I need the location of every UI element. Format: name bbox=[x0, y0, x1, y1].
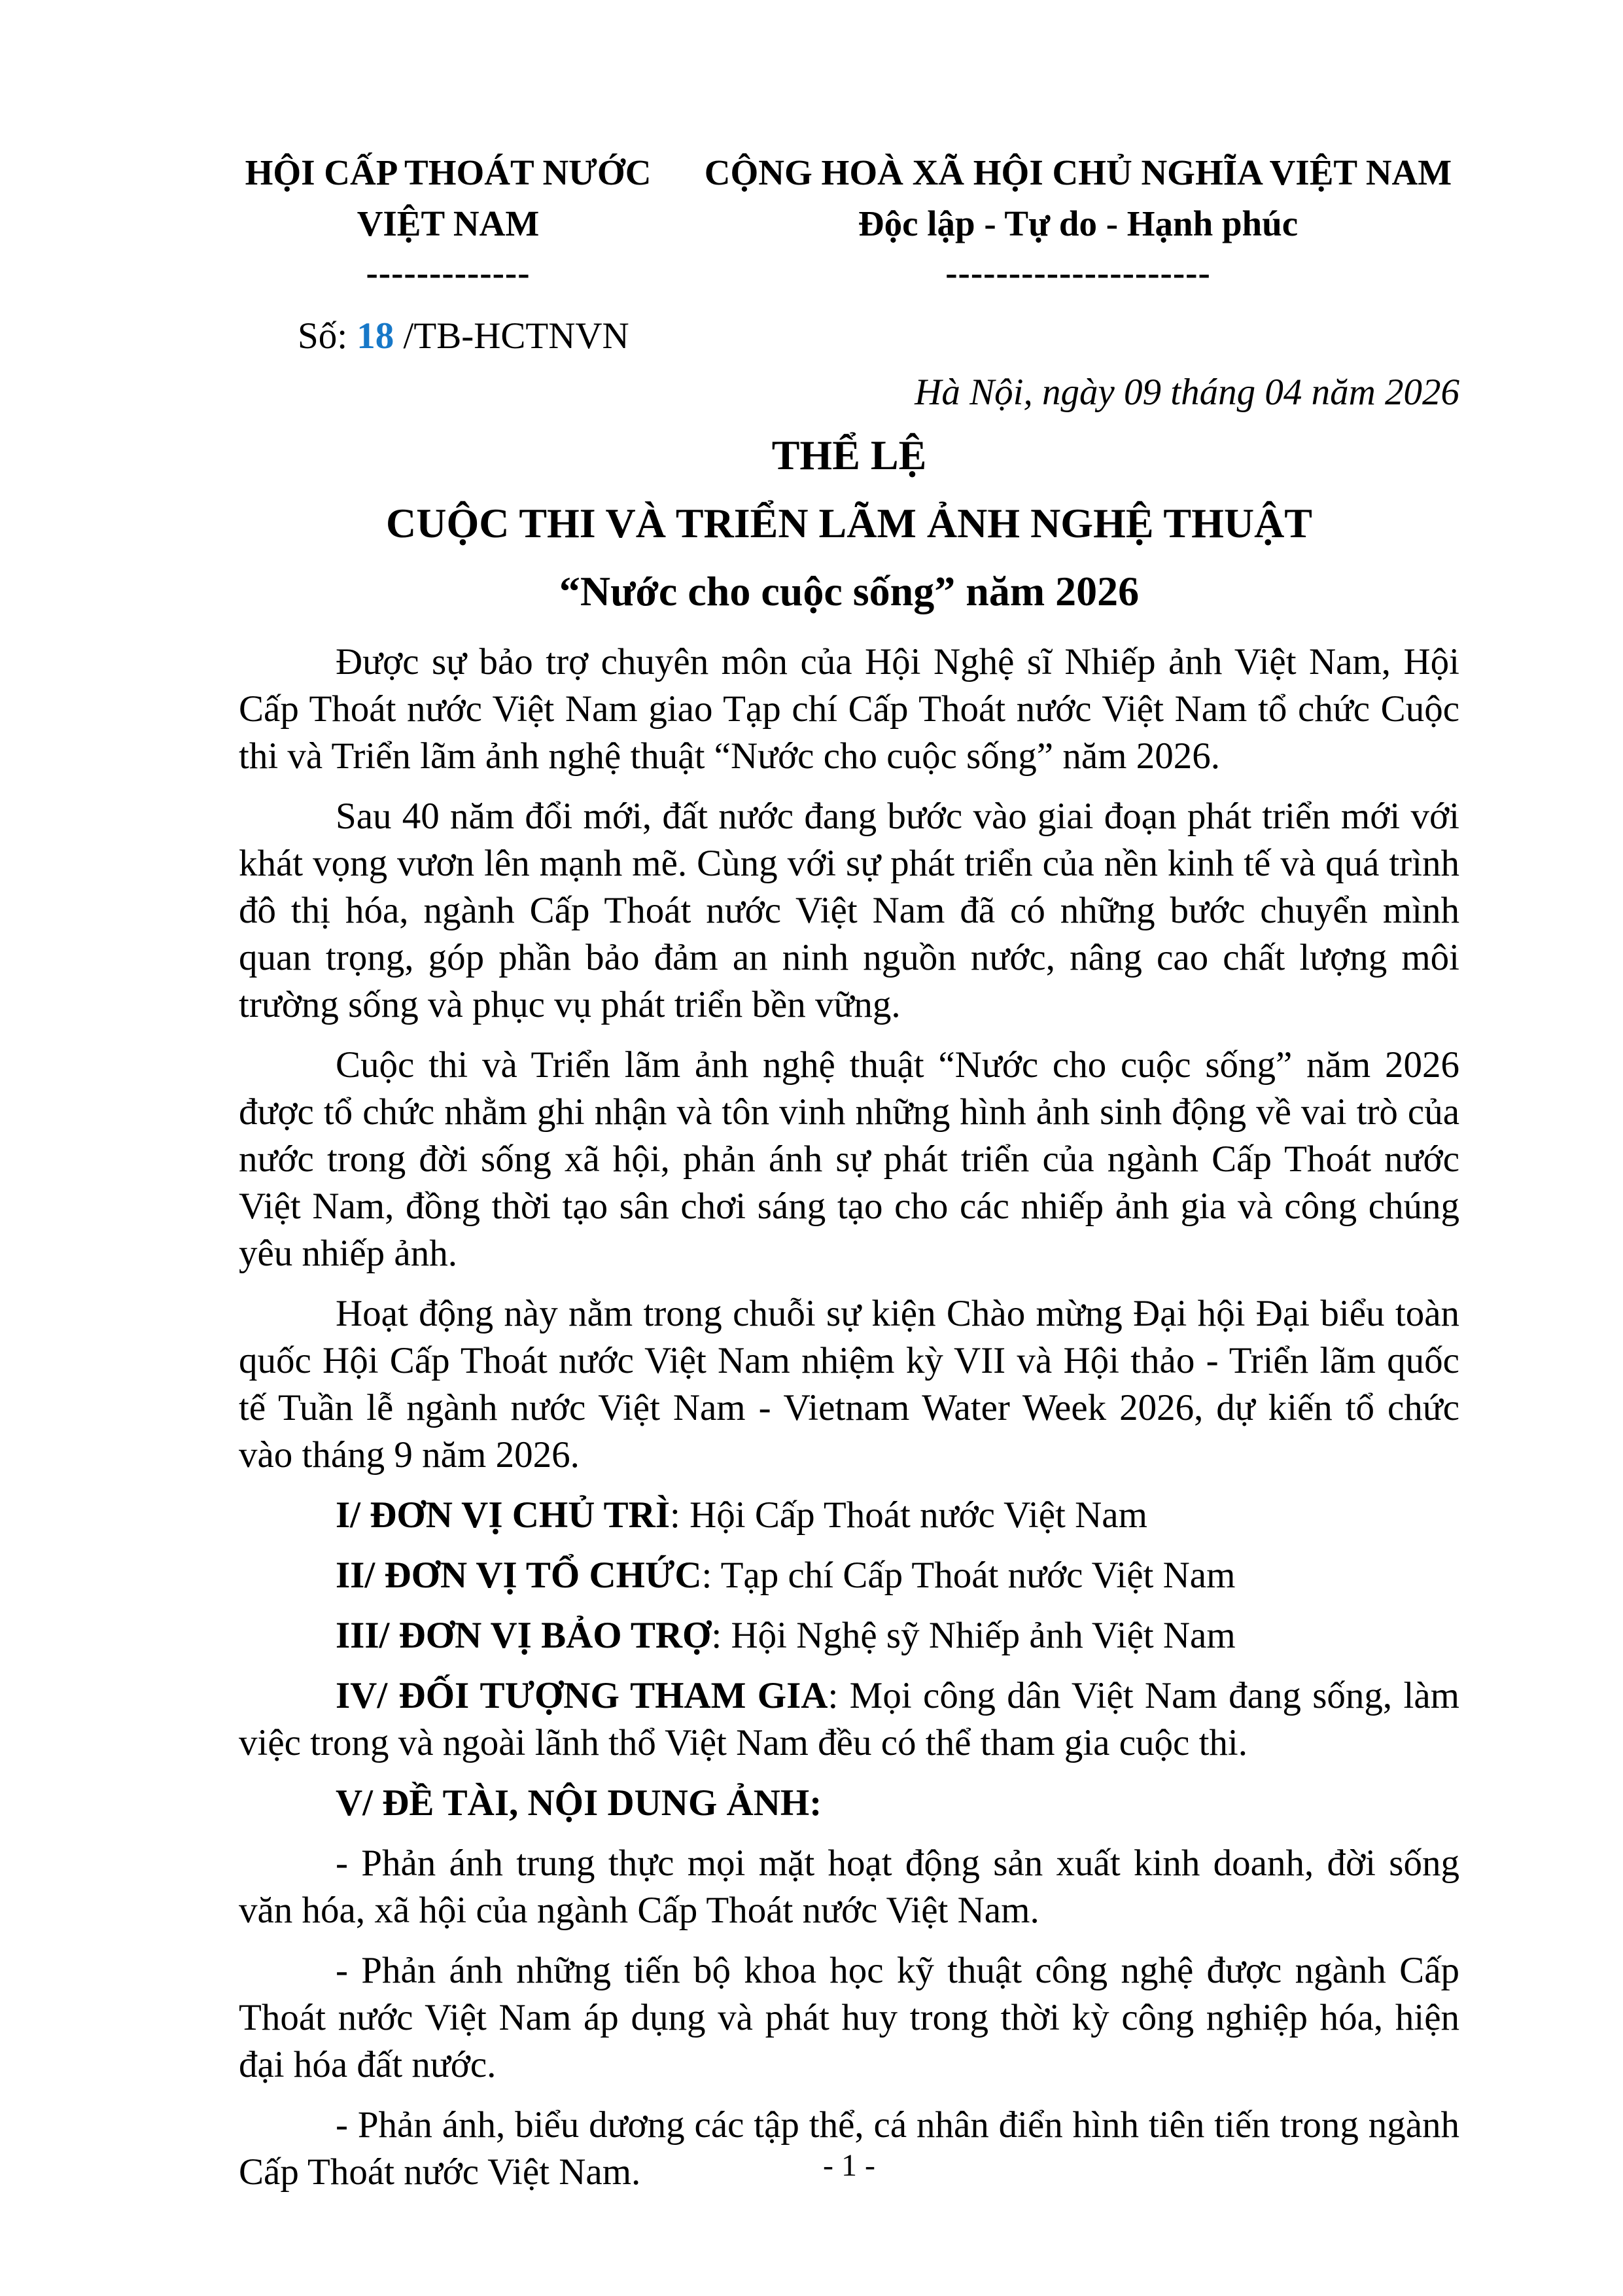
section-participants-sep: : bbox=[828, 1675, 850, 1716]
title-line1: THỂ LỆ bbox=[771, 432, 927, 478]
issuing-org-block bbox=[239, 147, 657, 291]
section-organizer-sep: : bbox=[701, 1555, 721, 1596]
page-number: - 1 - bbox=[823, 2148, 875, 2183]
section-host bbox=[239, 1492, 1459, 1539]
section-sponsor-value: Hội Nghệ sỹ Nhiếp ảnh Việt Nam bbox=[731, 1615, 1236, 1656]
section-sponsor-sep: : bbox=[711, 1615, 731, 1656]
national-header-block bbox=[697, 147, 1459, 291]
place-date-line: Hà Nội, ngày 09 tháng 04 năm 2026 bbox=[915, 372, 1459, 413]
org-name-line2: VIỆT NAM bbox=[357, 203, 540, 243]
doc-number-suffix: /TB-HCTNVN bbox=[394, 315, 629, 357]
doc-number-line bbox=[298, 313, 1459, 360]
national-title: CỘNG HOÀ XÃ HỘI CHỦ NGHĨA VIỆT NAM bbox=[704, 152, 1452, 192]
bullet-item-1: - Phản ánh trung thực mọi mặt hoạt động sản xuất kinh doanh, đời sống văn hóa, xã hội của ngành Cấp Thoát nước Việt Nam. bbox=[239, 1843, 1459, 1931]
paragraph-context: Sau 40 năm đổi mới, đất nước đang bước vào giai đoạn phát triển mới với khát vọng vươn lên mạnh mẽ. Cùng với sự phát triển của nền kinh tế và quá trình đô thị hóa, ngành Cấp Thoát nước Việt Nam đã có những bước chuyển mình quan trọng, góp phần bảo đảm an ninh nguồn nước, nâng cao chất lượng môi trường sống và phục vụ phát triển bền vững. bbox=[239, 796, 1459, 1025]
bullet-item-2: - Phản ánh những tiến bộ khoa học kỹ thuật công nghệ được ngành Cấp Thoát nước Việt Nam áp dụng và phát huy trong thời kỳ công nghiệp hóa, hiện đại hóa đất nước. bbox=[239, 1950, 1459, 2085]
doc-number-label: Số: bbox=[298, 315, 357, 357]
section-organizer-value: Tạp chí Cấp Thoát nước Việt Nam bbox=[720, 1555, 1236, 1596]
national-divider: --------------------- bbox=[945, 253, 1211, 292]
section-participants bbox=[239, 1672, 1459, 1767]
document-header bbox=[239, 147, 1459, 291]
bullet-item-3: - Phản ánh, biểu dương các tập thể, cá nhân điển hình tiên tiến trong ngành Cấp Thoát nước Việt Nam. bbox=[239, 2104, 1459, 2193]
section-topics-label: V/ ĐỀ TÀI, NỘI DUNG ẢNH bbox=[336, 1782, 810, 1824]
paragraph-event-series: Hoạt động này nằm trong chuỗi sự kiện Chào mừng Đại hội Đại biểu toàn quốc Hội Cấp Thoát nước Việt Nam nhiệm kỳ VII và Hội thảo - Triển lãm quốc tế Tuần lễ ngành nước Việt Nam - Vietnam Water Week 2026, dự kiến tổ chức vào tháng 9 năm 2026. bbox=[239, 1293, 1459, 1475]
section-topics-sep: : bbox=[809, 1782, 822, 1824]
org-divider: ------------- bbox=[366, 253, 531, 292]
section-host-label: I/ ĐƠN VỊ CHỦ TRÌ bbox=[336, 1494, 670, 1536]
section-host-sep: : bbox=[670, 1494, 690, 1536]
section-host-value: Hội Cấp Thoát nước Việt Nam bbox=[689, 1494, 1147, 1536]
national-motto: Độc lập - Tự do - Hạnh phúc bbox=[858, 203, 1299, 243]
section-participants-value: Mọi công dân Việt Nam đang sống, làm việc trong và ngoài lãnh thổ Việt Nam đều có thể tham gia cuộc thi. bbox=[239, 1675, 1459, 1763]
section-topics bbox=[239, 1780, 1459, 1827]
section-organizer-label: II/ ĐƠN VỊ TỔ CHỨC bbox=[336, 1555, 702, 1596]
section-sponsor-label: III/ ĐƠN VỊ BẢO TRỢ bbox=[336, 1615, 712, 1656]
document-title bbox=[239, 421, 1459, 626]
title-line2: CUỘC THI VÀ TRIỂN LÃM ẢNH NGHỆ THUẬT bbox=[386, 500, 1312, 546]
section-participants-label: IV/ ĐỐI TƯỢNG THAM GIA bbox=[336, 1675, 828, 1716]
org-name-line1: HỘI CẤP THOÁT NƯỚC bbox=[245, 152, 652, 192]
paragraph-intro: Được sự bảo trợ chuyên môn của Hội Nghệ sĩ Nhiếp ảnh Việt Nam, Hội Cấp Thoát nước Việt Nam giao Tạp chí Cấp Thoát nước Việt Nam tổ chức Cuộc thi và Triển lãm ảnh nghệ thuật “Nước cho cuộc sống” năm 2026. bbox=[239, 641, 1459, 777]
paragraph-purpose: Cuộc thi và Triển lãm ảnh nghệ thuật “Nước cho cuộc sống” năm 2026 được tổ chức nhằm ghi nhận và tôn vinh những hình ảnh sinh động về vai trò của nước trong đời sống xã hội, phản ánh sự phát triển của ngành Cấp Thoát nước Việt Nam, đồng thời tạo sân chơi sáng tạo cho các nhiếp ảnh gia và công chúng yêu nhiếp ảnh. bbox=[239, 1044, 1459, 1274]
doc-number-value: 18 bbox=[357, 315, 394, 357]
section-organizer bbox=[239, 1552, 1459, 1599]
section-sponsor bbox=[239, 1612, 1459, 1659]
title-line3: “Nước cho cuộc sống” năm 2026 bbox=[559, 568, 1140, 614]
